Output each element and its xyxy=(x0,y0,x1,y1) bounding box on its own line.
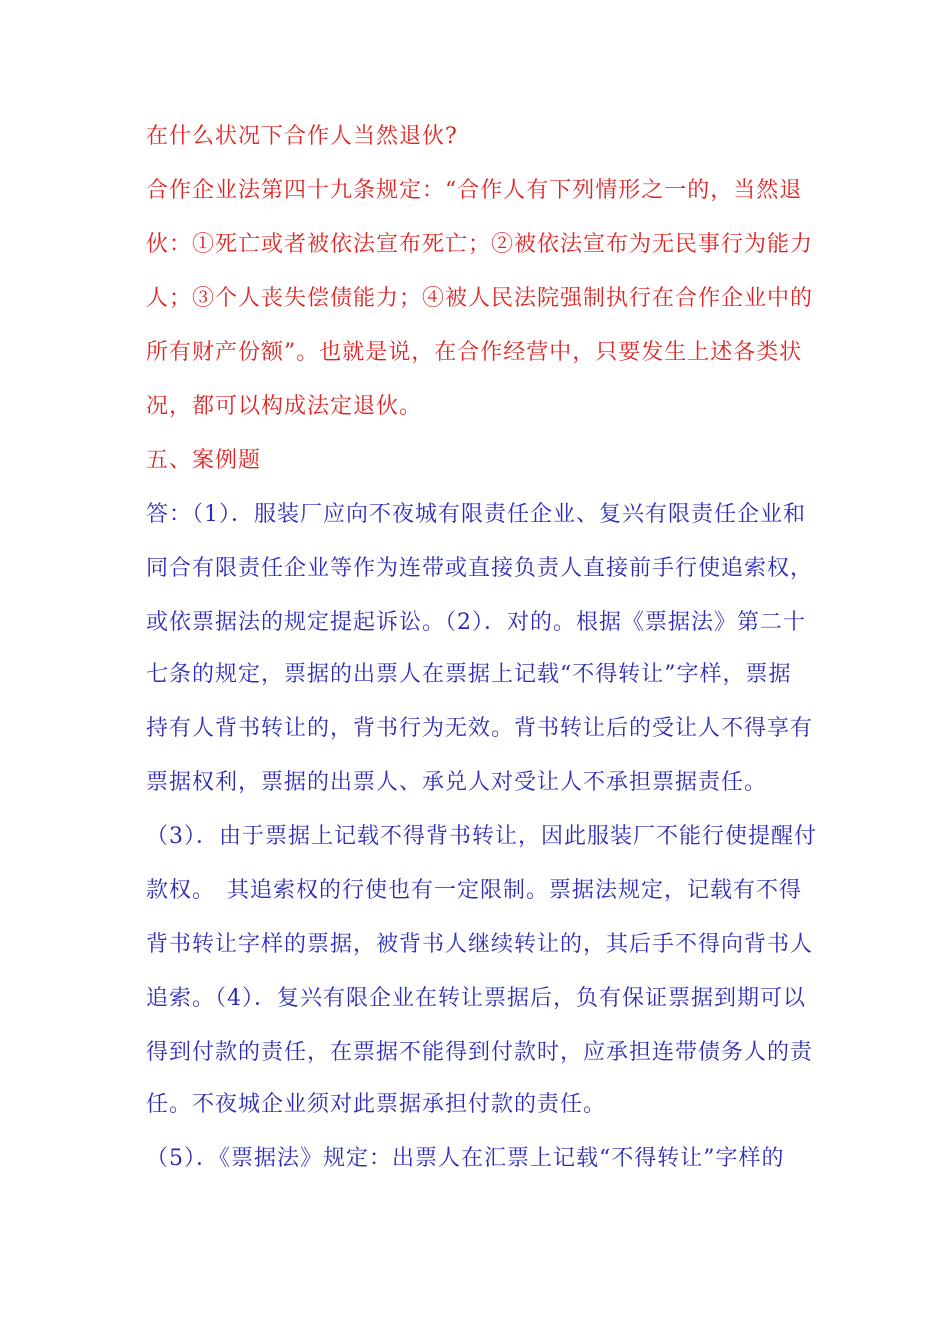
answer-line: 款权。 其追索权的行使也有一定限制。票据法规定，记载有不得 xyxy=(146,878,803,903)
answer-line: 票据权利，票据的出票人、承兑人对受让人不承担票据责任。 xyxy=(146,770,768,795)
answer-line: 持有人背书转让的，背书行为无效。背书转让后的受让人不得享有 xyxy=(146,716,814,741)
answer-line: 背书转让字样的票据，被背书人继续转让的，其后手不得向背书人 xyxy=(146,932,814,957)
section-title: 五、案例题 xyxy=(146,448,262,473)
answer-line: （5）．《票据法》规定：出票人在汇票上记载“不得转让”字样的 xyxy=(146,1146,785,1171)
answer-line: （3）．由于票据上记载不得背书转让，因此服装厂不能行使提醒付 xyxy=(146,824,817,849)
question-heading: 在什么状况下合作人当然退伙? xyxy=(146,124,458,149)
paragraph-line: 人；③个人丧失偿债能力；④被人民法院强制执行在合作企业中的 xyxy=(146,286,814,311)
answer-line: 答：（1）．服装厂应向不夜城有限责任企业、复兴有限责任企业和 xyxy=(146,502,806,527)
answer-line: 任。不夜城企业须对此票据承担付款的责任。 xyxy=(146,1092,607,1117)
answer-line: 追索。（4）．复兴有限企业在转让票据后，负有保证票据到期可以 xyxy=(146,986,806,1011)
answer-line: 或依票据法的规定提起诉讼。（2）．对的。根据《票据法》第二十 xyxy=(146,610,806,635)
answer-line: 同合有限责任企业等作为连带或直接负责人直接前手行使追索权， xyxy=(146,556,814,581)
paragraph-line: 合作企业法第四十九条规定：“合作人有下列情形之一的，当然退 xyxy=(146,178,803,203)
paragraph-line: 伙：①死亡或者被依法宣布死亡；②被依法宣布为无民事行为能力 xyxy=(146,232,814,257)
answer-line: 七条的规定，票据的出票人在票据上记载“不得转让”字样，票据 xyxy=(146,662,792,687)
paragraph-line: 所有财产份额”。也就是说，在合作经营中，只要发生上述各类状 xyxy=(146,340,803,365)
answer-line: 得到付款的责任，在票据不能得到付款时，应承担连带债务人的责 xyxy=(146,1040,814,1065)
paragraph-line: 况，都可以构成法定退伙。 xyxy=(146,394,423,419)
